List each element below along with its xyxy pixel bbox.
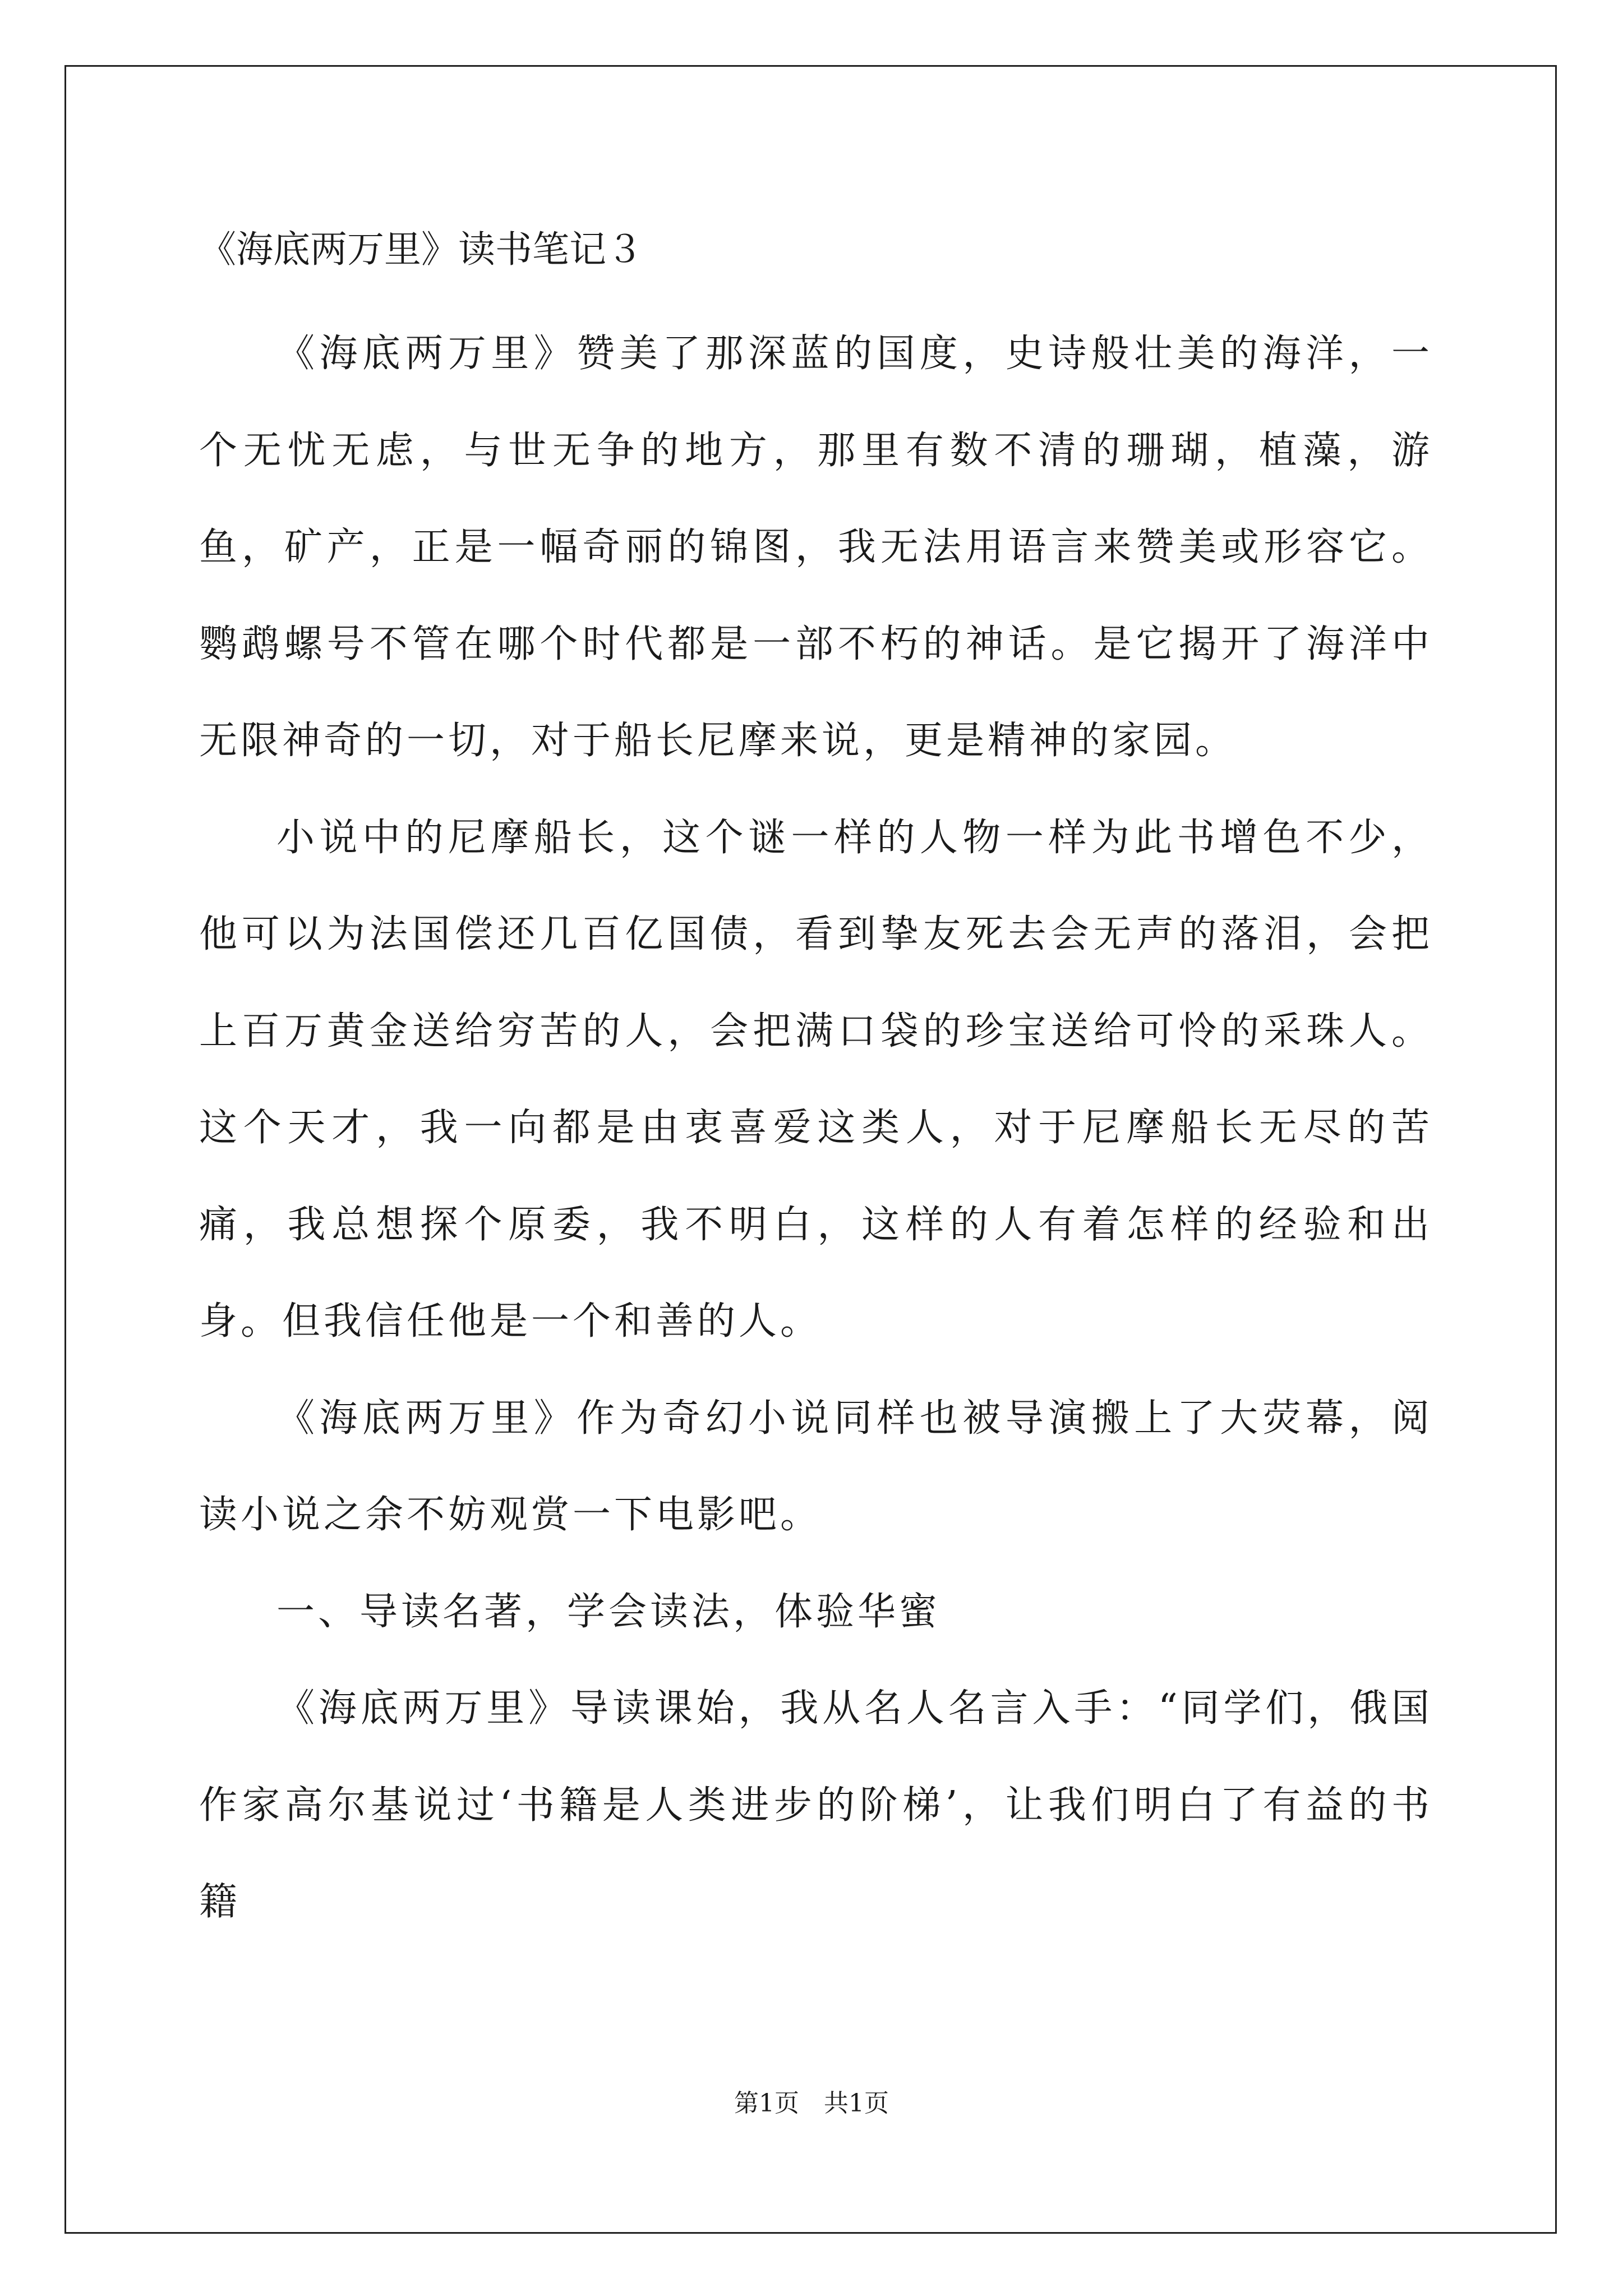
paragraph: 《海底两万里》赞美了那深蓝的国度，史诗般壮美的海洋，一个无忧无虑，与世无争的地方，那里有数不清的珊瑚，植藻，游鱼，矿产，正是一幅奇丽的锦图，我无法用语言来赞美或形容它。鹦鹉螺号不管在哪个时代都是一部不朽的神话。是它揭开了海洋中无限神奇的一切，对于船长尼摩来说，更是精神的家园。	[199, 332, 1433, 763]
paragraph-list	[199, 306, 1433, 1951]
paragraph: 《海底两万里》作为奇幻小说同样也被导演搬上了大荧幕，阅读小说之余不妨观赏一下电影吧。	[199, 1396, 1433, 1537]
paragraph: 《海底两万里》导读课始，我从名人名言入手：“同学们，俄国作家高尔基说过‘书籍是人类进步的阶梯’，让我们明白了有益的书籍	[199, 1686, 1433, 1924]
document-body	[199, 216, 1433, 1951]
paragraph: 小说中的尼摩船长，这个谜一样的人物一样为此书增色不少，他可以为法国偿还几百亿国债，看到挚友死去会无声的落泪，会把上百万黄金送给穷苦的人，会把满口袋的珍宝送给可怜的采珠人。这个天才，我一向都是由衷喜爱这类人，对于尼摩船长无尽的苦痛，我总想探个原委，我不明白，这样的人有着怎样的经验和出身。但我信任他是一个和善的人。	[199, 815, 1433, 1343]
document-title: 《海底两万里》读书笔记３	[199, 228, 643, 271]
page-footer: 第1页 共1页	[734, 2089, 889, 2118]
section-heading: 一、导读名著，学会读法，体验华蜜	[276, 1589, 941, 1634]
